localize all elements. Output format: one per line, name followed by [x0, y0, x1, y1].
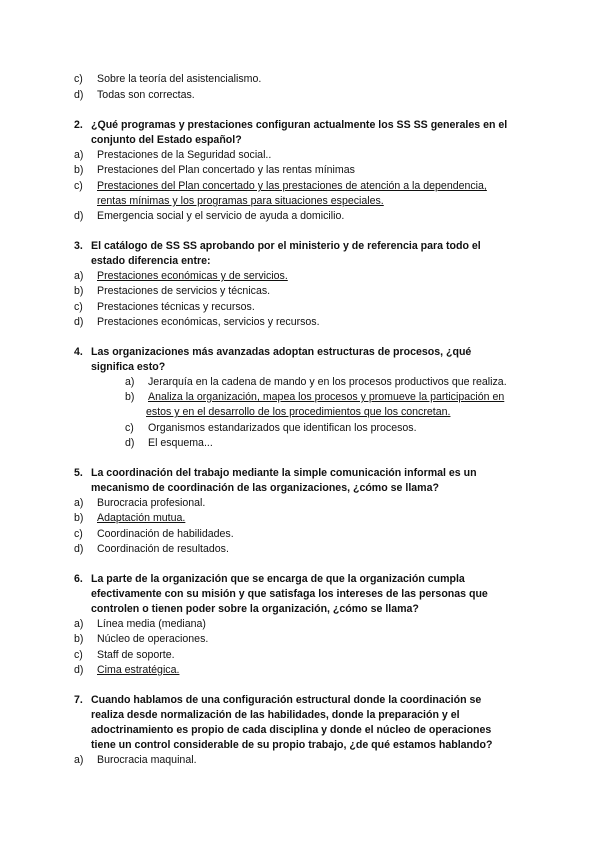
question-text: tiene un control considerable de su propio trabajo, ¿de qué estamos hablando?: [91, 739, 493, 751]
question-text: El catálogo de SS SS aprobando por el ministerio y de referencia para todo el: [91, 240, 481, 252]
question-text: Las organizaciones más avanzadas adoptan estructuras de procesos, ¿qué: [91, 346, 472, 358]
option-label: a): [74, 149, 84, 161]
option-label: a): [74, 618, 84, 630]
question-text: La parte de la organización que se encarga de que la organización cumpla: [91, 573, 465, 585]
question-text: controlen o tienen poder sobre la organización, ¿cómo se llama?: [91, 603, 419, 615]
question-number: 2.: [74, 119, 83, 131]
option-text: Prestaciones económicas y de servicios.: [97, 270, 288, 282]
option-label: b): [74, 164, 84, 176]
option-text: Prestaciones de la Seguridad social..: [97, 149, 272, 161]
option-text: Cima estratégica.: [97, 664, 180, 676]
option-text: Prestaciones económicas, servicios y recursos.: [97, 316, 320, 328]
option-text: Emergencia social y el servicio de ayuda a domicilio.: [97, 210, 345, 222]
question-number: 4.: [74, 346, 83, 358]
option-label: a): [125, 376, 135, 388]
option-label: c): [125, 422, 134, 434]
option-label: a): [74, 270, 84, 282]
option-label: d): [125, 437, 135, 449]
question-text: realiza desde normalización de las habilidades, donde la preparación y el: [91, 709, 460, 721]
question-text: adoctrinamiento es propio de cada disciplina y donde el núcleo de operaciones: [91, 724, 492, 736]
option-text: rentas mínimas y los programas para situaciones especiales.: [97, 195, 384, 207]
question-text: Cuando hablamos de una configuración estructural donde la coordinación se: [91, 694, 482, 706]
question-text: mecanismo de coordinación de las organizaciones, ¿cómo se llama?: [91, 482, 439, 494]
option-text: Línea media (mediana): [97, 618, 206, 630]
option-text: El esquema...: [148, 437, 213, 449]
option-label: a): [74, 497, 84, 509]
option-label: b): [74, 512, 84, 524]
option-text: Prestaciones del Plan concertado y las prestaciones de atención a la dependencia,: [97, 180, 487, 192]
option-text: Jerarquía en la cadena de mando y en los procesos productivos que realiza.: [148, 376, 507, 388]
option-text: Sobre la teoría del asistencialismo.: [97, 73, 262, 85]
option-text: Burocracia profesional.: [97, 497, 206, 509]
option-label: d): [74, 89, 84, 101]
option-text: estos y en el desarrollo de los procedimientos que los concretan.: [146, 406, 451, 418]
question-text: estado diferencia entre:: [91, 255, 211, 267]
option-label: c): [74, 649, 83, 661]
option-label: c): [74, 301, 83, 313]
option-label: b): [74, 285, 84, 297]
question-text: ¿Qué programas y prestaciones configuran actualmente los SS SS generales en el: [91, 119, 508, 131]
option-label: c): [74, 73, 83, 85]
option-label: c): [74, 528, 83, 540]
option-text: Coordinación de resultados.: [97, 543, 229, 555]
option-text: Prestaciones de servicios y técnicas.: [97, 285, 271, 297]
option-label: a): [74, 754, 84, 766]
option-text: Núcleo de operaciones.: [97, 633, 209, 645]
question-text: La coordinación del trabajo mediante la simple comunicación informal es un: [91, 467, 477, 479]
option-label: c): [74, 180, 83, 192]
option-text: Prestaciones del Plan concertado y las rentas mínimas: [97, 164, 355, 176]
question-number: 6.: [74, 573, 83, 585]
option-text: Prestaciones técnicas y recursos.: [97, 301, 255, 313]
option-text: Organismos estandarizados que identifican los procesos.: [148, 422, 417, 434]
option-text: Analiza la organización, mapea los procesos y promueve la participación en: [148, 391, 505, 403]
option-label: d): [74, 316, 84, 328]
option-text: Todas son correctas.: [97, 89, 195, 101]
option-label: d): [74, 664, 84, 676]
question-text: significa esto?: [91, 361, 166, 373]
option-label: b): [74, 633, 84, 645]
question-number: 5.: [74, 467, 83, 479]
option-text: Coordinación de habilidades.: [97, 528, 234, 540]
option-text: Staff de soporte.: [97, 649, 175, 661]
option-text: Burocracia maquinal.: [97, 754, 197, 766]
option-label: d): [74, 543, 84, 555]
question-number: 3.: [74, 240, 83, 252]
question-number: 7.: [74, 694, 83, 706]
question-text: efectivamente con su misión y que satisfaga los intereses de las personas que: [91, 588, 488, 600]
option-text: Adaptación mutua.: [97, 512, 186, 524]
option-label: b): [125, 391, 135, 403]
option-label: d): [74, 210, 84, 222]
question-text: conjunto del Estado español?: [91, 134, 242, 146]
